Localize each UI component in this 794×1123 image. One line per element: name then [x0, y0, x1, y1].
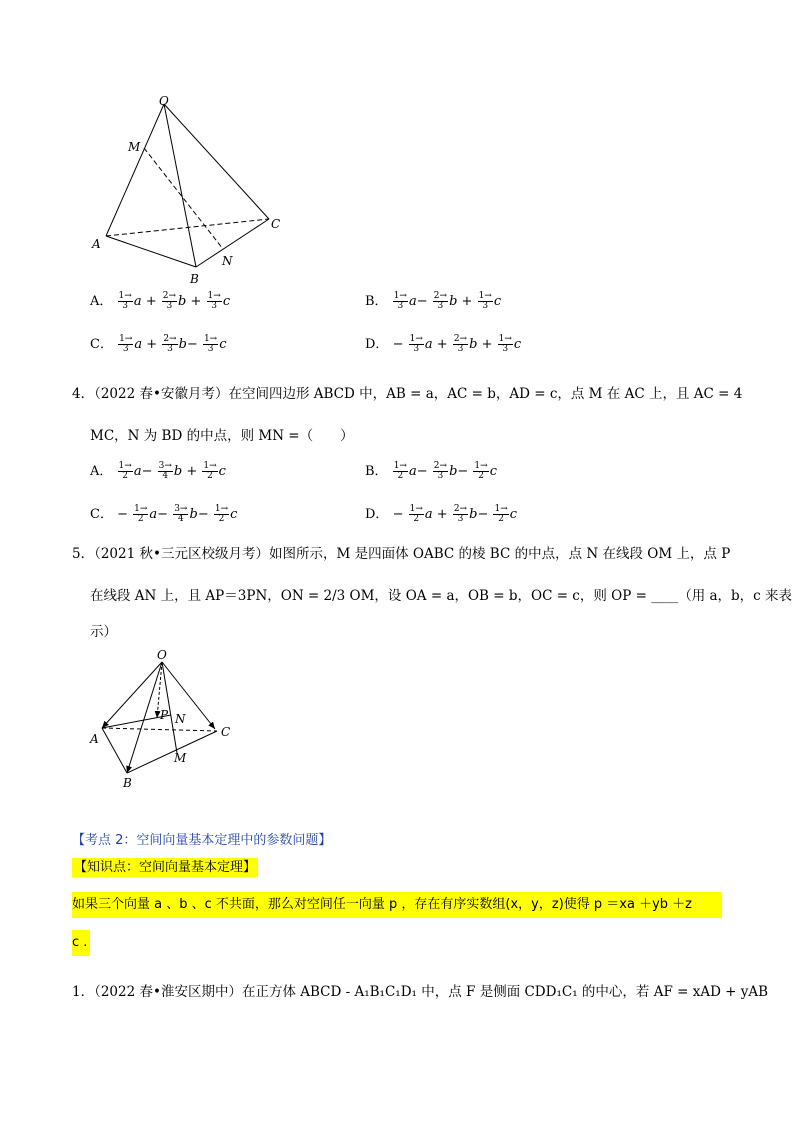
label-C: C	[271, 217, 281, 231]
section-zhishi-heading: 【知识点：空间向量基本定理】	[74, 860, 257, 875]
label-P: P	[160, 708, 169, 722]
edge-AB	[106, 236, 196, 267]
edge-BC	[127, 731, 217, 773]
section-kaodian-heading: 【考点 2：空间向量基本定理中的参数问题】	[72, 833, 332, 848]
q3-option-c: C． $\frac{1\to}{3}$ a + $\frac{2\to}{3}$ b− $\frac{1\to}{3}$ c	[90, 334, 227, 354]
q4-line-1: 4．（2022 春•安徽月考）在空间四边形 ABCD 中，AB = a，AC = b，AD = c，点 M 在 AC 上，且 AC = 4	[72, 386, 743, 402]
q4-option-b: B． $\frac{1\to}{2}$ a− $\frac{2\to}{3}$ b− $\frac{1\to}{2}$ c	[365, 461, 497, 481]
label-O: O	[159, 94, 169, 108]
edge-OA	[106, 104, 164, 236]
q4-option-d: D． − $\frac{1\to}{2}$ a + $\frac{2\to}{3}$ b− $\frac{1\to}{2}$ c	[365, 504, 518, 524]
edge-AB	[102, 728, 127, 773]
q4-option-c: C． − $\frac{1\to}{2}$ a− $\frac{3\to}{4}$ b− $\frac{1\to}{2}$ c	[90, 504, 238, 524]
label-A: A	[90, 732, 99, 746]
label-N: N	[222, 254, 233, 268]
q4-line-2: MC，N 为 BD 的中点，则 MN =（ ）	[90, 428, 354, 444]
q5-line-2: 在线段 AN 上，且 AP＝3PN，ON = 2/3 OM，设 OA = a，OB = b，OC = c，则 OP = ____（用 a，b，c 来表	[90, 588, 793, 604]
edge-OC	[164, 104, 269, 219]
edge-BC	[196, 219, 269, 267]
theorem-line-2: c .	[72, 930, 90, 956]
q1-line-1: 1．（2022 春•淮安区期中）在正方体 ABCD - A₁B₁C₁D₁ 中，点 F 是侧面 CDD₁C₁ 的中心，若 AF = xAD + yAB	[72, 984, 769, 1000]
label-B: B	[190, 272, 199, 286]
label-A: A	[92, 237, 101, 251]
q3-option-b: B． $\frac{1\to}{3}$ a− $\frac{2\to}{3}$ b + $\frac{1\to}{3}$ c	[365, 291, 502, 311]
q3-option-d: D． − $\frac{1\to}{3}$ a + $\frac{2\to}{3}$ b + $\frac{1\to}{3}$ c	[365, 334, 522, 354]
q3-option-a: A． $\frac{1\to}{3}$ a + $\frac{2\to}{3}$ b + $\frac{1\to}{3}$ c	[90, 291, 231, 311]
label-O: O	[157, 648, 167, 662]
label-M: M	[128, 140, 141, 154]
edge-OB	[164, 104, 196, 267]
tetrahedron-figure-1	[85, 90, 295, 290]
label-M: M	[174, 751, 187, 765]
q4-option-a: A． $\frac{1\to}{2}$ a− $\frac{3\to}{4}$ b + $\frac{1\to}{2}$ c	[90, 461, 226, 481]
q5-line-1: 5．（2021 秋•三元区校级月考）如图所示，M 是四面体 OABC 的棱 BC 的中点，点 N 在线段 OM 上，点 P	[72, 546, 731, 562]
segment-MN-hidden	[144, 148, 223, 249]
label-B: B	[123, 776, 132, 790]
tetrahedron-figure-2	[85, 645, 245, 795]
theorem-line-1: 如果三个向量 a 、b 、c 不共面，那么对空间任一向量 p ，存在有序实数组(x，y，z)使得 p ＝xa ＋yb ＋z	[72, 892, 722, 918]
edge-AC-hidden	[102, 728, 217, 731]
q5-line-3: 示）	[90, 624, 117, 640]
label-C: C	[221, 725, 231, 739]
vector-OC	[162, 662, 215, 729]
label-N: N	[175, 712, 186, 726]
